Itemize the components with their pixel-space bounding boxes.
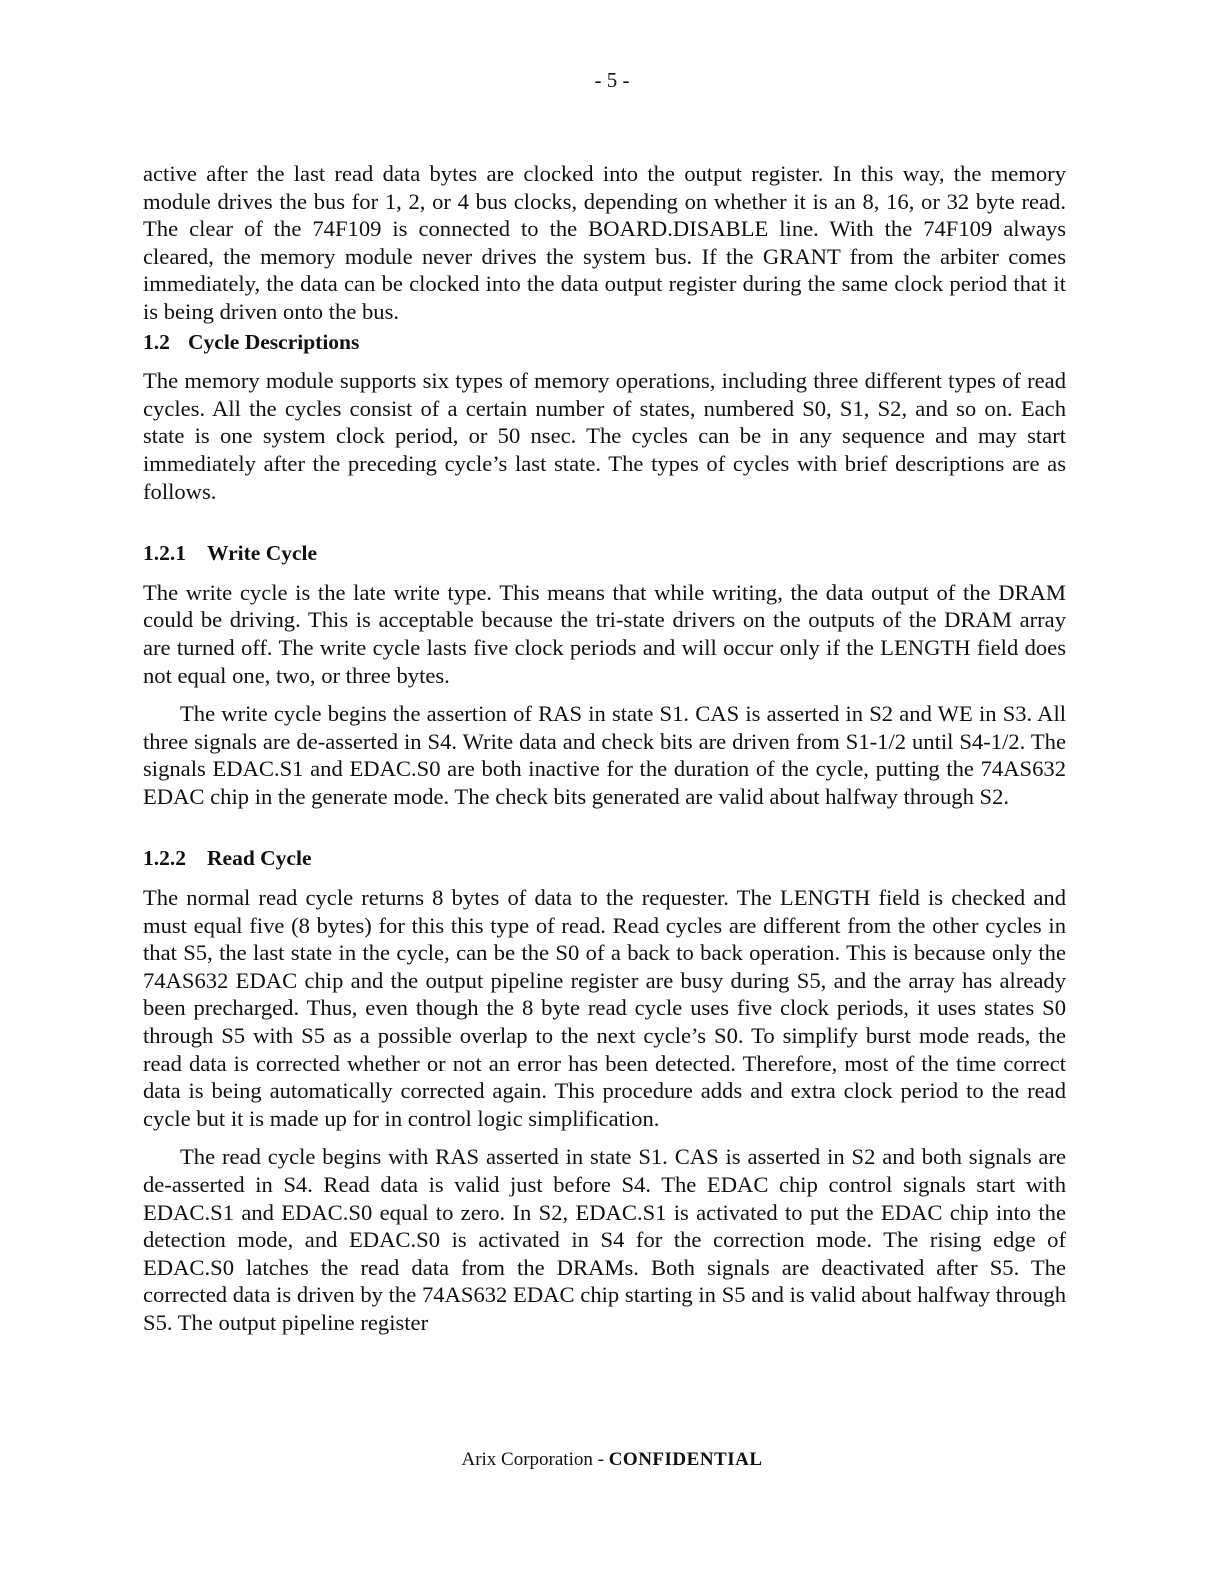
- intro-paragraph: active after the last read data bytes are clocked into the output register. In this way, the memory module drives the bus for 1, 2, or 4 bus clocks, depending on whether it is an 8, 16, or 32 byte read. The clear of the 74F109 is connected to the BOARD.DISABLE line. With the 74F109 always cleared, the memory module never drives the system bus. If the GRANT from the arbiter comes immediately, the data can be clocked into the data output register during the same clock period that it is being driven onto the bus.: [143, 161, 1066, 324]
- read-cycle-paragraph-1: The normal read cycle returns 8 bytes of data to the requester. The LENGTH field is checked and must equal five (8 bytes) for this this type of read. Read cycles are different from the other cycles in that S5, the last state in the cycle, can be the S0 of a back to back operation. This is because only the 74AS632 EDAC chip and the output pipeline register are busy during S5, and the array has already been precharged. Thus, even though the 8 byte read cycle uses five clock periods, it uses states S0 through S5 with S5 as a possible overlap to the next cycle’s S0. To simplify burst mode reads, the read data is corrected whether or not an error has been detected. Therefore, most of the time correct data is being automatically corrected again. This procedure adds and extra clock period to the read cycle but it is made up for in control logic simplification.: [143, 885, 1066, 1131]
- section-number: 1.2.1: [143, 541, 186, 566]
- document-body: [143, 160, 1066, 1337]
- write-cycle-paragraph-2: The write cycle begins the assertion of RAS in state S1. CAS is asserted in S2 and WE in S3. All three signals are de-asserted in S4. Write data and check bits are driven from S1-1/2 until S4-1/2. The signals EDAC.S1 and EDAC.S0 are both inactive for the duration of the cycle, putting the 74AS632 EDAC chip in the generate mode. The check bits generated are valid about halfway through S2.: [143, 701, 1066, 809]
- section-number: 1.2: [143, 329, 170, 354]
- page-footer: [0, 1449, 1224, 1471]
- footer-confidential: CONFIDENTIAL: [608, 1449, 763, 1470]
- section-title: Cycle Descriptions: [188, 329, 360, 354]
- write-cycle-paragraph-1: The write cycle is the late write type. This means that while writing, the data output of the DRAM could be driving. This is acceptable because the tri-state drivers on the outputs of the DRAM array are turned off. The write cycle lasts five clock periods and will occur only if the LENGTH field does not equal one, two, or three bytes.: [143, 579, 1066, 688]
- section-title: Read Cycle: [207, 846, 312, 871]
- section-heading-1-2-2: [143, 845, 1066, 873]
- section-heading-1-2: [143, 329, 1066, 357]
- section-title: Write Cycle: [207, 541, 318, 566]
- page-number: - 5 -: [594, 68, 630, 92]
- read-cycle-paragraph-2: The read cycle begins with RAS asserted in state S1. CAS is asserted in S2 and both signals are de-asserted in S4. Read data is valid just before S4. The EDAC chip control signals start with EDAC.S1 and EDAC.S0 equal to zero. In S2, EDAC.S1 is activated to put the EDAC chip into the detection mode, and EDAC.S0 is activated in S4 for the correction mode. The rising edge of EDAC.S0 latches the read data from the DRAMs. Both signals are deactivated after S5. The corrected data is driven by the 74AS632 EDAC chip starting in S5 and is valid about halfway through S5. The output pipeline register: [143, 1144, 1066, 1335]
- footer-company: Arix Corporation -: [461, 1449, 604, 1470]
- section-heading-1-2-1: [143, 540, 1066, 568]
- section-1-2-paragraph: The memory module supports six types of memory operations, including three different types of read cycles. All the cycles consist of a certain number of states, numbered S0, S1, S2, and so on. Each state is one system clock period, or 50 nsec. The cycles can be in any sequence and may start immediately after the preceding cycle’s last state. The types of cycles with brief descriptions are as follows.: [143, 368, 1066, 504]
- section-number: 1.2.2: [143, 846, 186, 871]
